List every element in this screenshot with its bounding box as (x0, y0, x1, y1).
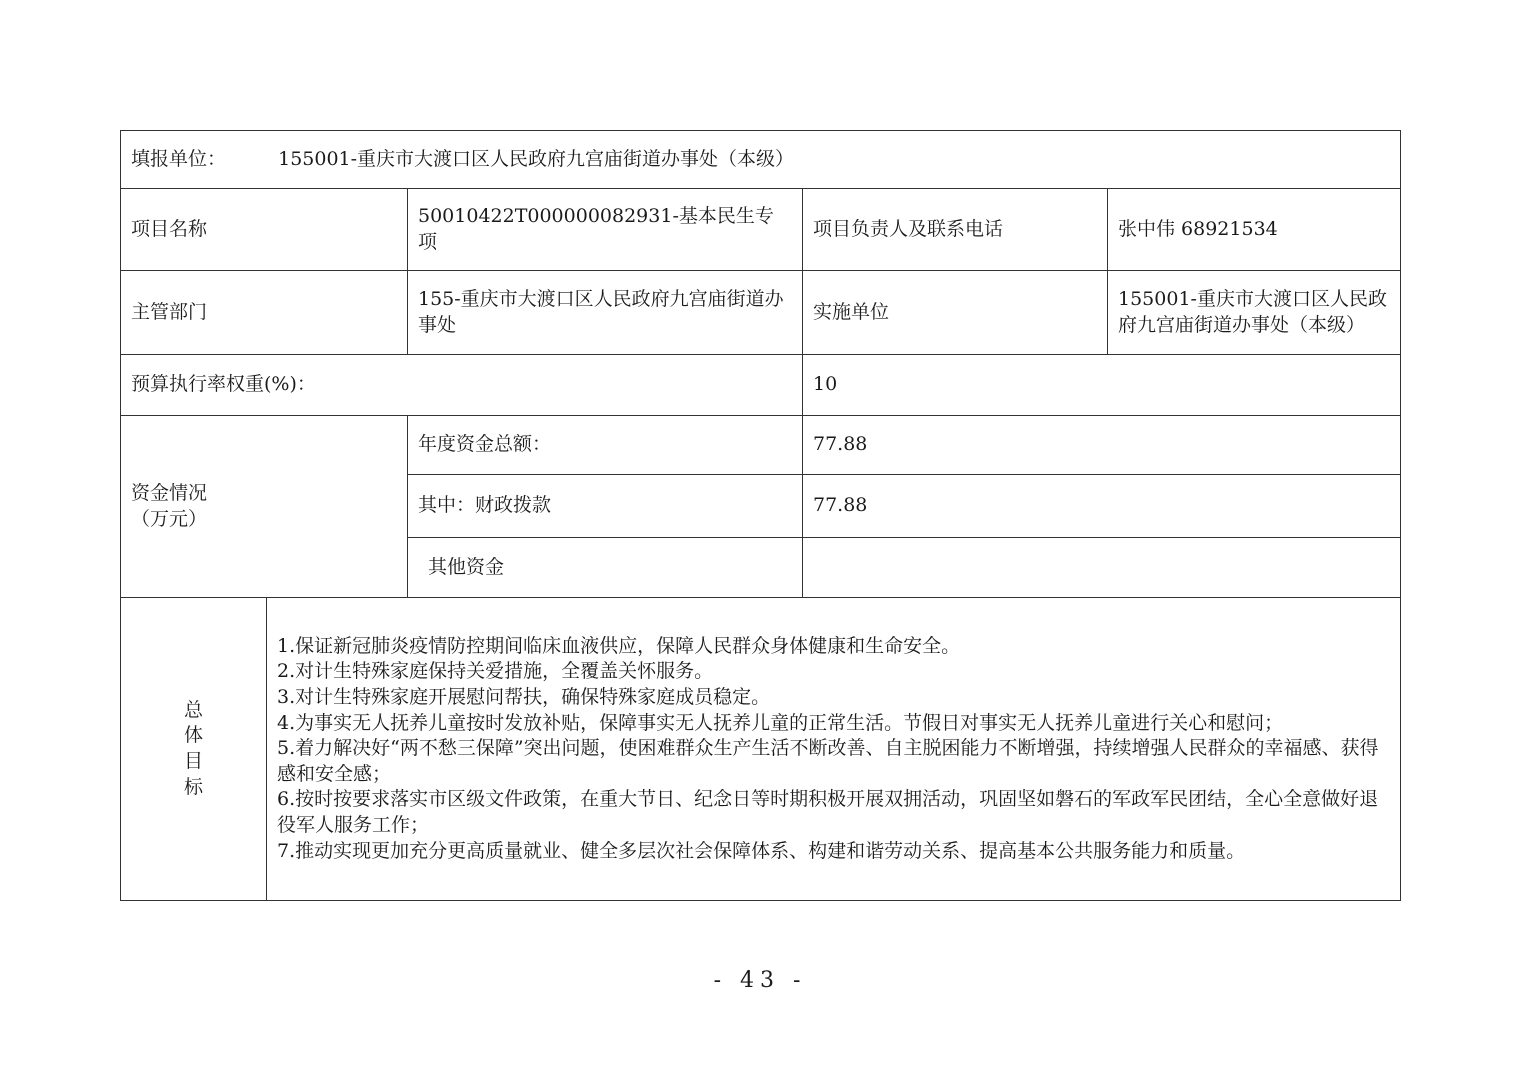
department-value: 155-重庆市大渡口区人民政府九宫庙街道办事处 (408, 271, 803, 355)
project-name-label: 项目名称 (121, 189, 408, 271)
funds-label-line2: （万元） (131, 507, 208, 530)
goal-item: 6.按时按要求落实市区级文件政策，在重大节日、纪念日等时期积极开展双拥活动，巩固坚如磐石的军政军民团结，全心全意做好退役军人服务工作； (277, 788, 1379, 837)
overall-goals-content (267, 598, 1401, 901)
goal-item: 7.推动实现更加充分更高质量就业、健全多层次社会保障体系、构建和谐劳动关系、提高基本公共服务能力和质量。 (277, 839, 1246, 862)
goal-item: 4.为事实无人抚养儿童按时发放补贴，保障事实无人抚养儿童的正常生活。节假日对事实无人抚养儿童进行关心和慰问； (277, 711, 1284, 734)
reporting-unit-cell (121, 131, 1401, 189)
annual-total-value: 77.88 (803, 416, 1401, 475)
goals-label-char: 总 (183, 698, 203, 721)
project-name-value: 50010422T000000082931-基本民生专项 (408, 189, 803, 271)
table-row-reporting-unit (121, 131, 1401, 189)
project-owner-value: 张中伟 68921534 (1108, 189, 1401, 271)
project-info-table (120, 130, 1401, 901)
goals-label-char: 体 (183, 724, 203, 747)
goal-item: 3.对计生特殊家庭开展慰问帮扶，确保特殊家庭成员稳定。 (277, 685, 771, 708)
reporting-unit-value: 155001-重庆市大渡口区人民政府九宫庙街道办事处（本级） (278, 147, 795, 170)
project-owner-label: 项目负责人及联系电话 (803, 189, 1108, 271)
other-funds-value (803, 538, 1401, 598)
funds-label-line1: 资金情况 (131, 481, 208, 504)
annual-total-label: 年度资金总额： (408, 416, 803, 475)
goal-item: 5.着力解决好“两不愁三保障”突出问题，使困难群众生产生活不断改善、自主脱困能力不断增强，持续增强人民群众的幸福感、获得感和安全感； (277, 737, 1379, 785)
goal-item: 2.对计生特殊家庭保持关爱措施，全覆盖关怀服务。 (277, 660, 714, 683)
goals-label-char: 标 (183, 775, 203, 798)
fiscal-allocation-value: 77.88 (803, 475, 1401, 538)
goals-label-char: 目 (183, 750, 203, 772)
fiscal-allocation-label: 其中：财政拨款 (408, 475, 803, 538)
table-row-project (121, 189, 1401, 271)
department-label: 主管部门 (121, 271, 408, 355)
table-row-department (121, 271, 1401, 355)
budget-weight-label: 预算执行率权重(%)： (121, 355, 803, 416)
table-row-budget (121, 355, 1401, 416)
funds-label (121, 416, 408, 598)
budget-weight-value: 10 (803, 355, 1401, 416)
page-number: - 43 - (713, 968, 807, 993)
implementing-unit-label: 实施单位 (803, 271, 1108, 355)
table-row-funds-total (121, 416, 1401, 475)
overall-goals-label (121, 598, 267, 901)
reporting-unit-label: 填报单位： (131, 147, 227, 170)
goal-item: 1.保证新冠肺炎疫情防控期间临床血液供应，保障人民群众身体健康和生命安全。 (277, 634, 961, 657)
other-funds-label: 其他资金 (408, 538, 803, 598)
table-row-goals (121, 598, 1401, 901)
implementing-unit-value: 155001-重庆市大渡口区人民政府九宫庙街道办事处（本级） (1108, 271, 1401, 355)
